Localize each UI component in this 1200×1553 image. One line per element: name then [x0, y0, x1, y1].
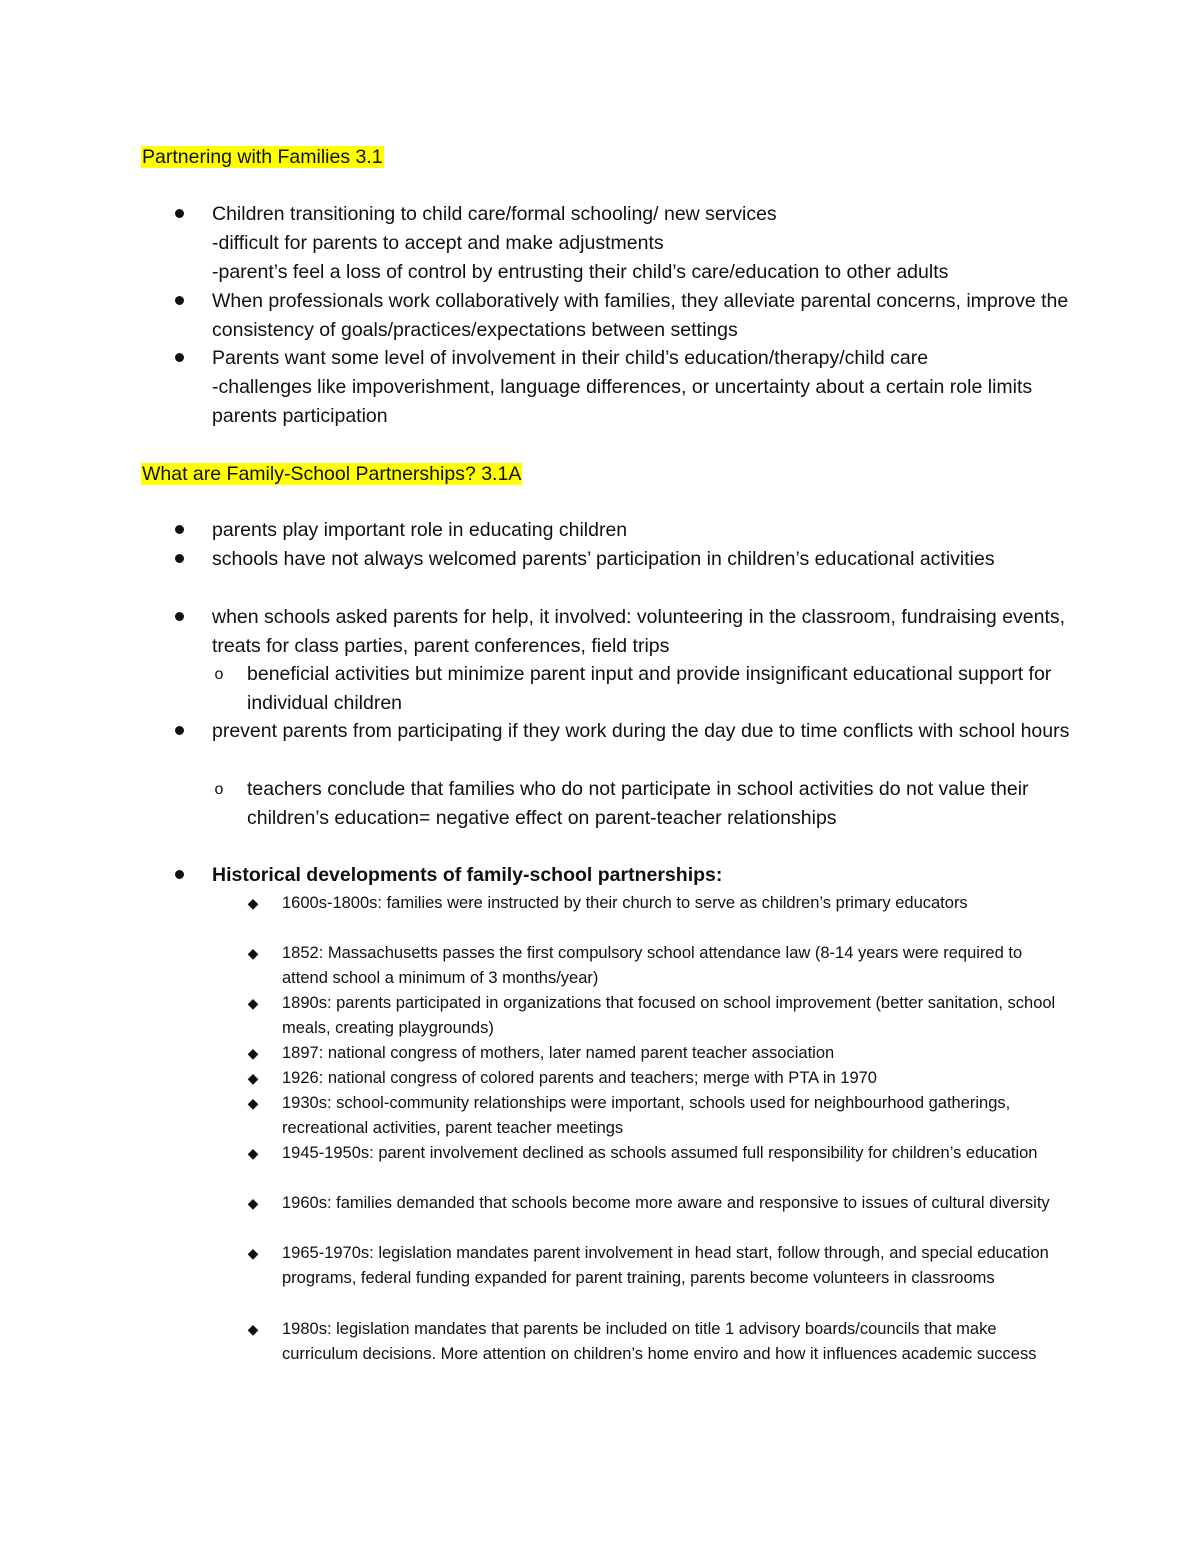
diamond-bullet-icon: ◆	[247, 1145, 259, 1161]
circle-bullet-icon: o	[214, 781, 224, 798]
history-entry-date: 1945-1950s:	[282, 1144, 374, 1162]
section-heading-family-school	[141, 459, 522, 489]
history-entry-date: 1930s:	[282, 1094, 332, 1112]
bullet-dot-icon	[172, 200, 186, 229]
sub-list-item-text: teachers conclude that families who do not participate in school activities do not value their children’s education= negative effect on parent-teacher relationships	[247, 778, 1029, 829]
history-entry-description: legislation mandates parent involvement in head start, follow through, and special education programs, federal funding expanded for parent training, parents become volunteers in classrooms	[282, 1244, 1049, 1287]
diamond-bullet-icon: ◆	[247, 895, 259, 911]
history-entry-date: 1926:	[282, 1069, 324, 1087]
history-entry-description: school-community relationships were important, schools used for neighbourhood gatherings, recreational activities, parent teacher meetings	[282, 1094, 1011, 1137]
section-heading-partnering	[141, 142, 384, 172]
history-entry-text	[282, 1241, 1067, 1291]
history-entry-description: families were instructed by their church to serve as children’s primary educators	[382, 894, 968, 912]
sub-list-item-text: beneficial activities but minimize parent input and provide insignificant educational support for individual children	[247, 663, 1052, 714]
history-entry-text	[282, 1317, 1067, 1367]
history-entry-date: 1852:	[282, 944, 324, 962]
list-item-text: schools have not always welcomed parents’ participation in children’s educational activities	[212, 548, 995, 570]
diamond-bullet-icon: ◆	[247, 1045, 259, 1061]
circle-bullet-icon: o	[214, 666, 224, 683]
history-entry-text	[282, 1091, 1067, 1141]
history-entry-description: Massachusetts passes the first compulsory school attendance law (8-14 years were required to attend school a minimum of 3 months/year)	[282, 944, 1023, 987]
history-entry-date: 1965-1970s:	[282, 1244, 374, 1262]
bullet-dot-icon	[172, 545, 186, 574]
list-item-text: When professionals work collaboratively with families, they alleviate parental concerns, improve the consistency of goals/practices/expectations between settings	[212, 290, 1069, 341]
history-entry-date: 1890s:	[282, 994, 332, 1012]
history-entry-date: 1980s:	[282, 1320, 332, 1338]
history-entry-text	[282, 991, 1067, 1041]
history-entry-date: 1897:	[282, 1044, 324, 1062]
bullet-dot-icon	[172, 287, 186, 316]
diamond-bullet-icon: ◆	[247, 1070, 259, 1086]
bullet-dot-icon	[172, 603, 186, 632]
history-heading: Historical developments of family-school partnerships:	[212, 864, 723, 886]
history-entry-description: national congress of mothers, later named parent teacher association	[323, 1044, 835, 1062]
history-entry-text	[282, 891, 1067, 916]
list-item-text: prevent parents from participating if they work during the day due to time conflicts with school hours	[212, 720, 1070, 742]
bullet-dot-icon	[172, 717, 186, 746]
history-entry-text	[282, 1066, 1067, 1091]
list-item-text: parents play important role in educating children	[212, 519, 628, 541]
history-entry-description: legislation mandates that parents be included on title 1 advisory boards/councils that make curriculum decisions. More attention on children’s home enviro and how it influences academic success	[282, 1320, 1037, 1363]
list-item-text: Children transitioning to child care/formal schooling/ new services -difficult for parents to accept and make adjustments -parent’s feel a loss of control by entrusting their child’s care/education to other adults	[212, 203, 949, 283]
history-entry-date: 1600s-1800s:	[282, 894, 382, 912]
history-entry-description: parent involvement declined as schools assumed full responsibility for children’s education	[373, 1144, 1038, 1162]
bullet-dot-icon	[172, 344, 186, 373]
history-entry-text	[282, 941, 1067, 991]
history-entry-date: 1960s:	[282, 1194, 332, 1212]
list-item-text: when schools asked parents for help, it involved: volunteering in the classroom, fundraising events, treats for class parties, parent conferences, field trips	[212, 606, 1066, 657]
diamond-bullet-icon: ◆	[247, 1095, 259, 1111]
diamond-bullet-icon: ◆	[247, 945, 259, 961]
bullet-dot-icon	[172, 861, 186, 890]
diamond-bullet-icon: ◆	[247, 995, 259, 1011]
history-entry-description: parents participated in organizations that focused on school improvement (better sanitation, school meals, creating playgrounds)	[282, 994, 1056, 1037]
diamond-bullet-icon: ◆	[247, 1321, 259, 1337]
history-entry-text	[282, 1141, 1067, 1166]
history-entry-description: national congress of colored parents and teachers; merge with PTA in 1970	[323, 1069, 877, 1087]
diamond-bullet-icon: ◆	[247, 1195, 259, 1211]
bullet-dot-icon	[172, 516, 186, 545]
history-entry-text	[282, 1041, 1067, 1066]
heading-highlight: What are Family-School Partnerships? 3.1A	[142, 463, 522, 485]
history-entry-description: families demanded that schools become more aware and responsive to issues of cultural diversity	[331, 1194, 1050, 1212]
heading-highlight: Partnering with Families 3.1	[142, 146, 383, 168]
diamond-bullet-icon: ◆	[247, 1245, 259, 1261]
list-item-text: Parents want some level of involvement in their child’s education/therapy/child care -challenges like impoverishment, language differences, or uncertainty about a certain role limits parents participation	[212, 347, 1033, 427]
history-entry-text	[282, 1191, 1067, 1216]
